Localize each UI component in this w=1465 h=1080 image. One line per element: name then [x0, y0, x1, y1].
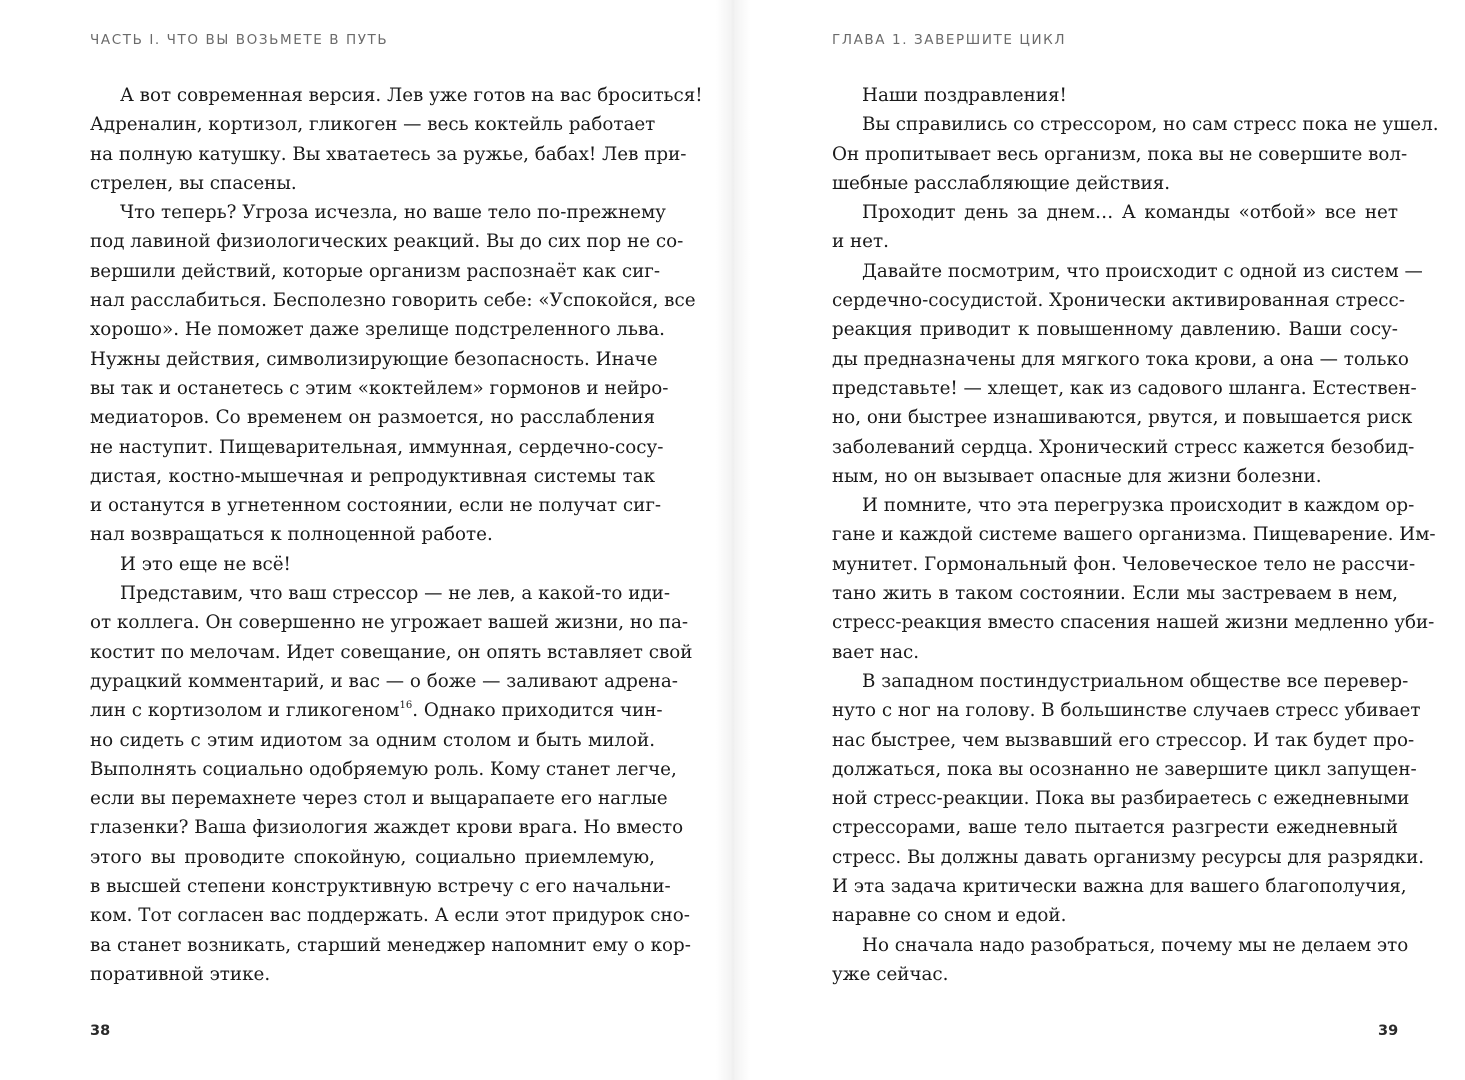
text-line: Но сначала надо разобраться, почему мы не делаем это [862, 934, 1409, 956]
text-line: вы так и останетесь с этим «коктейлем» гормонов и нейро- [90, 377, 669, 399]
text-line: ным, но он вызывает опасные для жизни болезни. [832, 465, 1322, 487]
text-line: Давайте посмотрим, что происходит с одной из систем — [862, 260, 1423, 282]
text-line: дурацкий комментарий, и вас — о боже — заливают адрена- [90, 670, 678, 692]
text-line: если вы перемахнете через стол и выцарапаете его наглые [90, 788, 668, 810]
left-page-number: 38 [90, 1023, 111, 1039]
left-running-head: ЧАСТЬ I. ЧТО ВЫ ВОЗЬМЕТЕ В ПУТЬ [90, 32, 389, 48]
text-line: но, они быстрее изнашиваются, рвутся, и повышается риск [832, 407, 1413, 429]
right-body-text [832, 81, 1439, 989]
text-line: Представим, что ваш стрессор — не лев, а какой-то иди- [120, 583, 670, 605]
text-line: от коллега. Он совершенно не угрожает вашей жизни, но па- [90, 612, 689, 634]
text-line: ва станет возникать, старший менеджер напомнит ему о кор- [90, 934, 691, 956]
text-line: Проходит день за днем… А команды «отбой» все нет [862, 202, 1398, 224]
left-page [0, 0, 716, 1080]
text-fragment: лин с кортизолом и гликогеном [90, 700, 400, 722]
text-line: И это еще не всё! [120, 553, 291, 575]
text-line: в высшей степени конструктивную встречу с его начальни- [90, 876, 671, 898]
text-line: ной стресс-реакции. Пока вы разбираетесь с ежедневными [832, 788, 1410, 810]
text-line: должаться, пока вы осознанно не завершите цикл запущен- [832, 758, 1417, 780]
text-line: наравне со сном и едой. [832, 905, 1067, 927]
text-line: сердечно-сосудистой. Хронически активированная стресс- [832, 290, 1405, 312]
text-line: представьте! — хлещет, как из садового шланга. Естествен- [832, 377, 1417, 399]
text-line: под лавиной физиологических реакций. Вы до сих пор не со- [90, 231, 684, 253]
left-body-text [90, 81, 703, 989]
text-line: этого вы проводите спокойную, социально приемлемую, [90, 846, 655, 868]
text-line: реакция приводит к повышенному давлению. Ваши сосу- [832, 319, 1398, 341]
text-line: Он пропитывает весь организм, пока вы не совершите вол- [832, 143, 1408, 165]
text-line: Адреналин, кортизол, гликоген — весь коктейль работает [90, 114, 656, 136]
text-line: ком. Тот согласен вас поддержать. А если этот придурок сно- [90, 905, 690, 927]
book-gutter [716, 0, 750, 1080]
text-line: А вот современная версия. Лев уже готов на вас броситься! [120, 85, 703, 106]
text-line: И помните, что эта перегрузка происходит в каждом ор- [862, 495, 1415, 517]
right-running-head: ГЛАВА 1. ЗАВЕРШИТЕ ЦИКЛ [832, 32, 1067, 48]
footnote-marker: 16 [399, 700, 413, 712]
text-fragment: . Однако приходится чин- [412, 700, 663, 722]
text-line: стресс-реакция вместо спасения нашей жизни медленно уби- [832, 612, 1435, 634]
text-line: вает нас. [832, 641, 920, 663]
text-line: на полную катушку. Вы хватаетесь за ружье, бабах! Лев при- [90, 143, 687, 165]
text-line: Выполнять социально одобряемую роль. Кому станет легче, [90, 758, 677, 780]
text-line: мунитет. Гормональный фон. Человеческое тело не рассчи- [832, 553, 1416, 575]
text-line-with-footnote [90, 696, 663, 725]
text-line: Нужны действия, символизирующие безопасность. Иначе [90, 348, 658, 370]
text-line: нас быстрее, чем вызвавший его стрессор. И так будет про- [832, 729, 1415, 751]
text-line: Вы справились со стрессором, но сам стресс пока не ушел. [862, 114, 1439, 136]
text-line: глазенки? Ваша физиология жаждет крови врага. Но вместо [90, 817, 684, 839]
text-line: нуто с ног на голову. В большинстве случаев стресс убивает [832, 700, 1421, 722]
text-line: уже сейчас. [832, 963, 949, 985]
text-line: Наши поздравления! [862, 85, 1067, 106]
text-line: и останутся в угнетенном состоянии, если не получат сиг- [90, 495, 662, 517]
right-page [750, 0, 1465, 1080]
text-line: И эта задача критически важна для вашего благополучия, [832, 876, 1407, 898]
text-line: нал расслабиться. Бесполезно говорить себе: «Успокойся, все [90, 290, 696, 312]
text-line: хорошо». Не поможет даже зрелище подстреленного льва. [90, 319, 665, 341]
right-page-number: 39 [1378, 1023, 1399, 1039]
text-line: медиаторов. Со временем он размоется, но расслабления [90, 407, 655, 429]
text-line: шебные расслабляющие действия. [832, 172, 1171, 194]
text-line: тано жить в таком состоянии. Если мы застреваем в нем, [832, 583, 1398, 605]
text-line: поративной этике. [90, 963, 271, 985]
text-line: вершили действий, которые организм распознаёт как сиг- [90, 260, 661, 282]
text-line: гане и каждой системе вашего организма. Пищеварение. Им- [832, 524, 1436, 546]
text-line: ды предназначены для мягкого тока крови, а она — только [832, 348, 1409, 370]
text-line: стрелен, вы спасены. [90, 172, 297, 194]
text-line: костит по мелочам. Идет совещание, он опять вставляет свой [90, 641, 693, 663]
text-line: заболеваний сердца. Хронический стресс кажется безобид- [832, 436, 1415, 458]
text-line: не наступит. Пищеварительная, иммунная, сердечно-сосу- [90, 436, 664, 458]
text-line: стресс. Вы должны давать организму ресурсы для разрядки. [832, 846, 1425, 868]
text-line: стрессорами, ваше тело пытается разгрести ежедневный [832, 817, 1398, 839]
text-line: и нет. [832, 231, 889, 253]
text-line: В западном постиндустриальном обществе все перевер- [862, 670, 1409, 692]
text-line: нал возвращаться к полноценной работе. [90, 524, 493, 546]
text-line: дистая, костно-мышечная и репродуктивная системы так [90, 465, 655, 487]
text-line: но сидеть с этим идиотом за одним столом и быть милой. [90, 729, 655, 751]
text-line: Что теперь? Угроза исчезла, но ваше тело по-прежнему [120, 202, 666, 224]
